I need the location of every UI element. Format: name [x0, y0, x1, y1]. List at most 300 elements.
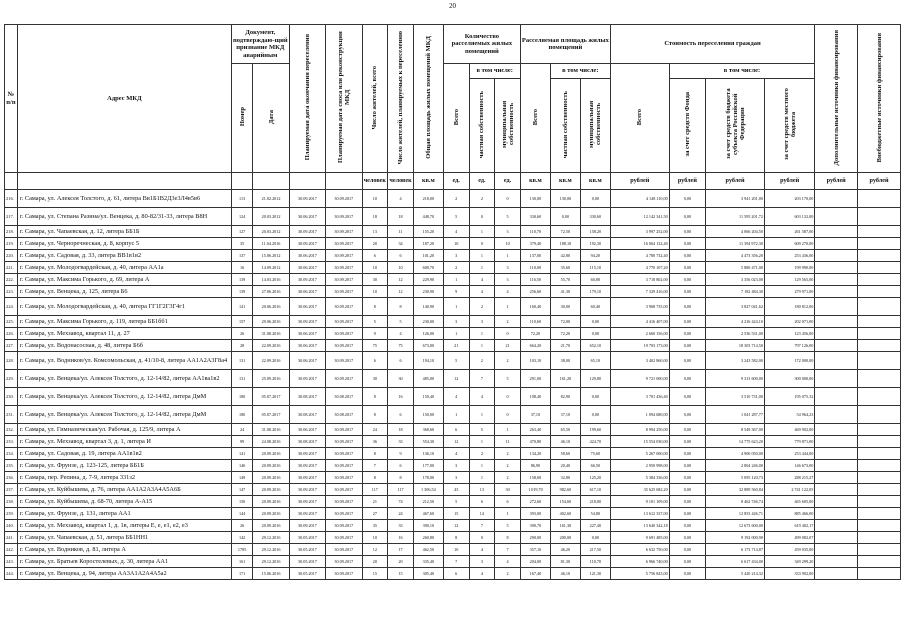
table-cell: 288 215,27 [764, 472, 814, 484]
table-cell: 86,90 [520, 460, 550, 472]
table-cell: 0,00 [669, 340, 705, 352]
table-cell: 30.09.2017 [326, 286, 362, 298]
row-number-cell: 227. [5, 340, 18, 352]
address-cell: г. Самара, ул. Молодогвардейская, д. 40, литера АА1а [17, 262, 231, 274]
address-cell: г. Самара, ул. Степана Разина/ул. Венцека, д. 80-82/31-33, литера В8Н [17, 208, 231, 226]
header-address: Адрес МКД [17, 25, 231, 173]
table-cell: 3 243 582,00 [706, 352, 765, 370]
table-cell: 20 [362, 238, 388, 250]
table-cell: 1 [469, 226, 495, 238]
table-cell: 0,00 [669, 226, 705, 238]
table-cell [815, 340, 858, 352]
table-cell: 393,00 [520, 508, 550, 520]
table-cell: 29.12.2016 [253, 532, 289, 544]
row-number-cell: 216. [5, 190, 18, 208]
table-cell [815, 208, 858, 226]
table-cell: 7 [469, 370, 495, 388]
table-cell: 4 [469, 388, 495, 406]
table-cell: 229,90 [413, 274, 443, 286]
table-cell: 203 170,00 [764, 190, 814, 208]
table-cell: 2 [469, 352, 495, 370]
table-cell: 0,00 [669, 250, 705, 262]
table-cell: 37,10 [520, 406, 550, 424]
table-cell: 35 625 682,20 [610, 484, 669, 496]
table-cell [858, 436, 901, 448]
table-cell: 6 [388, 250, 414, 262]
table-cell: 31.08.2016 [253, 424, 289, 436]
table-cell: 600,70 [413, 262, 443, 274]
table-cell: 0,00 [669, 472, 705, 484]
table-cell: 15.06.2012 [253, 250, 289, 262]
table-cell: 179,10 [580, 286, 610, 298]
table-cell: 4 [469, 286, 495, 298]
table-cell: 0,00 [580, 406, 610, 424]
address-cell: г. Самара, ул. Чапаевская, д. 12, литера ББ1Б [17, 226, 231, 238]
table-cell: 279 971,00 [764, 286, 814, 298]
table-cell: 0,00 [669, 544, 705, 556]
table-cell: 5 [443, 496, 469, 508]
table-cell: 30.09.2017 [326, 208, 362, 226]
table-cell: 1785 [231, 544, 252, 556]
table-cell: 158,00 [520, 472, 550, 484]
table-cell: 55,70 [550, 274, 580, 286]
table-cell: 13 612 337,00 [610, 508, 669, 520]
table-cell: 30.09.2017 [289, 274, 325, 286]
table-cell: 1 [469, 436, 495, 448]
table-cell: 1 [443, 328, 469, 340]
table-cell: 0,00 [669, 520, 705, 532]
row-number-cell: 219. [5, 238, 18, 250]
table-cell: 12 [388, 286, 414, 298]
table-cell: 4 [495, 286, 521, 298]
table-cell: 35 [362, 520, 388, 532]
table-cell: 12 673 600,00 [706, 520, 765, 532]
table-cell: 3 718 802,00 [610, 274, 669, 286]
table-cell: 5 095 120,73 [706, 472, 765, 484]
table-cell: 26 [231, 520, 252, 532]
address-cell: г. Самара, ул. Максима Горького, д. 119, литера ББ1бб1 [17, 316, 231, 328]
header-row-num: № п/п [5, 25, 18, 173]
row-number-cell: 231. [5, 406, 18, 424]
table-cell: 20.03.2012 [253, 208, 289, 226]
table-cell [858, 388, 901, 406]
table-cell: 305,40 [413, 568, 443, 580]
table-cell [858, 262, 901, 274]
table-cell: 0 [495, 190, 521, 208]
table-cell [858, 448, 901, 460]
table-cell: 0 [495, 328, 521, 340]
table-cell: 11 394 972,30 [706, 238, 765, 250]
table-cell: 25.09.2016 [253, 370, 289, 388]
table-cell: 2 804 246,00 [706, 460, 765, 472]
table-cell [815, 544, 858, 556]
row-number-cell: 239. [5, 508, 18, 520]
table-cell: 180 812,00 [764, 298, 814, 316]
table-cell: 75 [362, 340, 388, 352]
table-cell: 60,80 [580, 274, 610, 286]
table-row [5, 388, 901, 406]
header-extra-sources: Дополнительные источники финансирования [815, 25, 858, 173]
row-number-cell: 228. [5, 352, 18, 370]
table-cell: 9 313 600,00 [706, 370, 765, 388]
table-cell: 4 216 424,10 [706, 316, 765, 328]
table-cell: 3 [495, 274, 521, 286]
table-cell: 5 384 336,00 [610, 472, 669, 484]
header-premises-total: Всего [443, 64, 469, 173]
table-cell: 467,60 [413, 508, 443, 520]
table-cell: 1 [469, 406, 495, 424]
header-offbudget: Внебюджетные источники финансирования [858, 25, 901, 173]
table-cell [815, 406, 858, 424]
table-cell: 10 [362, 262, 388, 274]
table-cell: 0,00 [669, 352, 705, 370]
table-cell [815, 190, 858, 208]
table-cell: 30.05.2017 [289, 568, 325, 580]
address-cell: г. Самара, ул. Садовая, д. 19, литера АА1в1в2 [17, 448, 231, 460]
table-cell [858, 286, 901, 298]
table-cell: 11 [495, 436, 521, 448]
table-cell: 123 456,00 [764, 328, 814, 340]
table-cell: 3 968 735,00 [610, 298, 669, 316]
table-cell: 16 [388, 532, 414, 544]
table-cell: 779 871,00 [764, 436, 814, 448]
table-cell: 8 549 367,00 [706, 424, 765, 436]
table-cell: 30.06.2017 [289, 250, 325, 262]
row-number-cell: 217. [5, 208, 18, 226]
table-cell: 30 [362, 370, 388, 388]
table-cell: 4 [495, 556, 521, 568]
address-cell: г. Самара, ул. Венцека, д. 94, литера АА3А1А2А4А5а2 [17, 568, 231, 580]
table-cell [815, 436, 858, 448]
table-cell: 0,00 [669, 448, 705, 460]
table-cell: 459 035,00 [764, 544, 814, 556]
table-cell [858, 424, 901, 436]
table-cell [815, 568, 858, 580]
table-cell: 117 [362, 484, 388, 496]
table-cell: 99 [231, 436, 252, 448]
table-cell: 0,00 [669, 484, 705, 496]
table-cell: 402,60 [550, 508, 580, 520]
row-number-cell: 230. [5, 388, 18, 406]
table-cell [815, 298, 858, 316]
table-cell: 30.08.2017 [289, 436, 325, 448]
row-number-cell: 222. [5, 274, 18, 286]
table-cell: 1 [469, 460, 495, 472]
table-cell: 12 [443, 370, 469, 388]
table-cell: 10 [362, 286, 388, 298]
table-cell: 20,40 [550, 460, 580, 472]
table-cell: 335,40 [413, 556, 443, 568]
table-cell: 448,70 [413, 208, 443, 226]
table-cell: 130,00 [520, 190, 550, 208]
table-cell: 15 [388, 568, 414, 580]
unit-cell: рублей [610, 173, 669, 190]
table-cell: 20.09.2016 [253, 448, 289, 460]
table-cell: 115,10 [580, 262, 610, 274]
table-cell: 6 [388, 352, 414, 370]
table-cell: 137 [231, 250, 252, 262]
table-cell: 10 [388, 262, 414, 274]
table-cell: 30.09.2017 [326, 238, 362, 250]
table-cell: 6 [469, 496, 495, 508]
table-cell: 0 [495, 388, 521, 406]
table-cell: 5 [495, 208, 521, 226]
unit-cell: кв.м [520, 173, 550, 190]
header-document: Документ, подтверждаю-щий признание МКД аварийным [231, 25, 289, 64]
table-cell: 6 [443, 568, 469, 580]
table-cell: 9 [443, 286, 469, 298]
table-cell [858, 274, 901, 286]
row-number-cell: 236. [5, 472, 18, 484]
table-row [5, 340, 901, 352]
table-cell: 4 [469, 568, 495, 580]
table-row [5, 424, 901, 436]
table-cell: 1 [495, 508, 521, 520]
table-cell: 8 [388, 472, 414, 484]
address-cell: г. Самара, ул. Водонасосная, д. 48, литера Б6б [17, 340, 231, 352]
table-cell: 35,60 [550, 262, 580, 274]
table-cell: 131 [231, 352, 252, 370]
table-cell: 29.12.2016 [253, 544, 289, 556]
table-cell: 11 [388, 226, 414, 238]
table-cell: 8 462 746,74 [706, 496, 765, 508]
table-cell: 2 660 156,00 [610, 328, 669, 340]
table-cell: 30.09.2017 [326, 436, 362, 448]
table-cell: 30.09.2017 [326, 190, 362, 208]
row-number-cell: 225. [5, 316, 18, 328]
table-cell: 30.09.2017 [326, 424, 362, 436]
table-cell [815, 238, 858, 250]
address-cell: г. Самара, ул. Куйбышева, д. 68-70, литера А-А15 [17, 496, 231, 508]
page-number: 20 [449, 2, 456, 10]
table-cell [858, 544, 901, 556]
table-cell: 3 [469, 316, 495, 328]
table-cell: 157 [231, 316, 252, 328]
table-cell: 0,00 [669, 298, 705, 316]
table-cell: 290,00 [520, 532, 550, 544]
table-cell: 0,00 [669, 274, 705, 286]
table-cell: 2 950 998,00 [610, 460, 669, 472]
address-cell: г. Самара, ул. Венцека/ул. Алексея Толстого, д. 12-14/82, литера ДмМ [17, 388, 231, 406]
header-residents-total: Число жителей, всего [362, 25, 388, 173]
table-cell: 103,10 [520, 352, 550, 370]
table-cell: 21 [495, 340, 521, 352]
table-cell: 30.09.2017 [326, 274, 362, 286]
table-cell: 149 [231, 472, 252, 484]
table-cell: 1 [495, 424, 521, 436]
table-cell: 38,00 [550, 352, 580, 370]
table-cell: 140,90 [413, 298, 443, 316]
table-cell: 4 148 110,00 [610, 190, 669, 208]
table-cell: 4 770 107,20 [610, 262, 669, 274]
address-cell: г. Самара, пер. Репина, д. 7-9, литера 331з2 [17, 472, 231, 484]
table-cell: 5 267 000,00 [610, 448, 669, 460]
table-cell: 110,70 [520, 226, 550, 238]
table-cell: 142 [231, 532, 252, 544]
table-cell: 5 [443, 208, 469, 226]
table-cell: 6 617 434,00 [706, 556, 765, 568]
table-cell: 603 132,00 [764, 208, 814, 226]
row-number-cell: 237. [5, 484, 18, 496]
table-cell: 4 [443, 448, 469, 460]
table-cell: 0,00 [669, 568, 705, 580]
table-cell: 17 [388, 544, 414, 556]
table-cell: 10 [443, 238, 469, 250]
table-cell: 9 101 109,00 [610, 496, 669, 508]
table-cell: 4 [388, 190, 414, 208]
table-cell: 30.09.2017 [289, 508, 325, 520]
table-cell: 24 [362, 424, 388, 436]
table-cell: 204,00 [520, 556, 550, 568]
table-cell [858, 190, 901, 208]
table-cell: 227,40 [580, 520, 610, 532]
table-cell: 5 880 471,00 [706, 262, 765, 274]
table-cell: 8 [362, 448, 388, 460]
table-cell: 3 [443, 472, 469, 484]
table-cell [858, 508, 901, 520]
table-cell [858, 520, 901, 532]
table-cell [815, 472, 858, 484]
unit-cell: рублей [764, 173, 814, 190]
table-cell: 30.09.2017 [326, 316, 362, 328]
table-cell [858, 328, 901, 340]
address-cell: г. Самара, ул. Максима Горького, д. 69, литера А [17, 274, 231, 286]
table-cell: 10 [495, 238, 521, 250]
table-cell: 0,00 [669, 190, 705, 208]
table-cell: 13 [362, 226, 388, 238]
table-cell: 6 [362, 352, 388, 370]
table-cell: 379,40 [520, 238, 550, 250]
table-cell: 9 691 485,00 [610, 532, 669, 544]
table-cell: 33 [388, 436, 414, 448]
table-cell: 7 182 484,30 [706, 286, 765, 298]
table-cell: 1 [469, 340, 495, 352]
table-row [5, 352, 901, 370]
table-cell: 81,30 [550, 556, 580, 568]
table-cell: 54 964,23 [764, 406, 814, 424]
table-cell: 108,40 [520, 388, 550, 406]
table-cell: 146 673,00 [764, 460, 814, 472]
table-cell: 272,60 [520, 496, 550, 508]
row-number-cell: 226. [5, 328, 18, 340]
table-cell: 30.09.2017 [289, 484, 325, 496]
row-number-cell: 220. [5, 250, 18, 262]
table-cell: 30.09.2017 [326, 226, 362, 238]
table-cell: 178,00 [413, 472, 443, 484]
table-cell: 150 [231, 496, 252, 508]
table-cell: 30 [495, 484, 521, 496]
table-cell: 3 997 252,00 [610, 226, 669, 238]
table-cell: 0,00 [580, 532, 610, 544]
table-cell: 217,50 [580, 544, 610, 556]
table-cell: 0,00 [580, 328, 610, 340]
table-cell: 8 [388, 298, 414, 316]
address-cell: г. Самара, ул. Мехзавод, квартал 11, д. 27 [17, 328, 231, 340]
table-cell: 14.09.2012 [253, 262, 289, 274]
table-row [5, 208, 901, 226]
table-cell: 30.06.2017 [289, 262, 325, 274]
table-cell: 15 [362, 568, 388, 580]
table-cell: 15.06.2016 [253, 568, 289, 580]
table-cell [815, 370, 858, 388]
table-cell: 160,40 [520, 298, 550, 316]
table-cell: 161,20 [550, 370, 580, 388]
table-row [5, 406, 901, 424]
table-cell: 161 [231, 556, 252, 568]
table-cell: 30.05.2017 [289, 556, 325, 568]
table-cell: 16 [388, 388, 414, 406]
table-cell: 30.09.2017 [326, 328, 362, 340]
table-cell: 46,10 [550, 568, 580, 580]
table-cell: 5 756 843,00 [610, 568, 669, 580]
table-cell: 0,00 [669, 388, 705, 406]
address-cell: г. Самара, ул. Мехзавод, квартал 1, д. 1в, литеры Е, е, е1, е2, е3 [17, 520, 231, 532]
table-cell: 30.08.2017 [289, 388, 325, 406]
table-cell: 200,00 [550, 532, 580, 544]
table-cell: 20.03.2012 [253, 226, 289, 238]
table-cell: 46,10 [550, 436, 580, 448]
table-cell: 34 [388, 238, 414, 250]
table-cell: 30.09.2017 [289, 448, 325, 460]
header-cost-including: в том числе: [669, 64, 815, 79]
table-cell: 300 000,00 [764, 370, 814, 388]
table-cell: 8 [362, 472, 388, 484]
row-number-cell: 244. [5, 568, 18, 580]
address-cell: г. Самара, ул. Венцека/ул. Алексея Толстого, д. 12-14/82, литера ДмМ [17, 406, 231, 424]
table-cell: 167,40 [520, 568, 550, 580]
table-cell: 465 605,00 [764, 496, 814, 508]
table-cell: 1 [495, 250, 521, 262]
table-cell: 357,10 [520, 544, 550, 556]
header-area-including: в том числе: [550, 64, 610, 79]
table-cell: 4 066 204,50 [706, 226, 765, 238]
table-cell: 94,20 [580, 250, 610, 262]
table-cell: 110,60 [520, 316, 550, 328]
table-cell: 05.07.2017 [253, 388, 289, 406]
row-number-cell: 241. [5, 532, 18, 544]
header-residents-planned: Число жителей, планируемых к переселению [388, 25, 414, 173]
table-cell: 27 [362, 508, 388, 520]
table-cell: 4 900 050,00 [706, 448, 765, 460]
table-cell: 4 [469, 274, 495, 286]
table-cell: 5 420 214,32 [706, 568, 765, 580]
table-cell: 2 536 531,00 [706, 328, 765, 340]
table-cell: 230,00 [413, 316, 443, 328]
table-cell: 15 554 030,00 [610, 436, 669, 448]
table-cell: 21,70 [550, 340, 580, 352]
table-cell [815, 532, 858, 544]
table-cell [815, 352, 858, 370]
table-row [5, 460, 901, 472]
table-cell: 187,20 [413, 238, 443, 250]
table-cell [815, 328, 858, 340]
table-cell: 2 [469, 190, 495, 208]
table-cell: 5 [443, 352, 469, 370]
table-cell: 30.09.2017 [326, 532, 362, 544]
table-cell: 161,30 [550, 520, 580, 532]
table-cell: 130,00 [550, 190, 580, 208]
table-cell: 6 [495, 496, 521, 508]
table-cell: 4 780 732,40 [610, 250, 669, 262]
table-cell: 673,00 [413, 340, 443, 352]
table-cell: 127 [231, 226, 252, 238]
table-cell: 6 [388, 460, 414, 472]
table-cell: 42,80 [550, 250, 580, 262]
table-cell: 6 966 740,00 [610, 556, 669, 568]
table-cell: 72,50 [550, 226, 580, 238]
table-cell: 150,00 [413, 406, 443, 424]
table-cell: 58,60 [550, 448, 580, 460]
